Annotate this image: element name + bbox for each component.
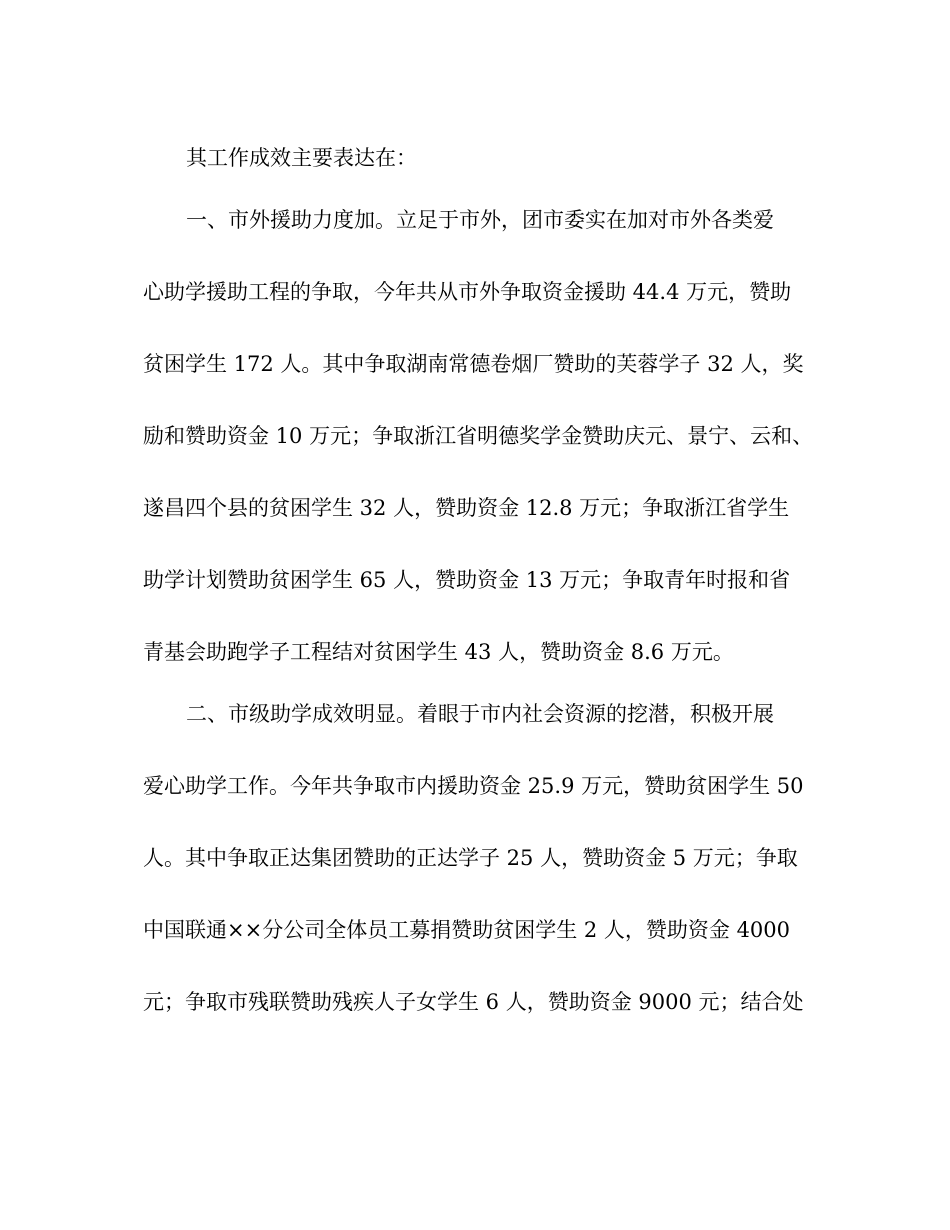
text-line: 遂昌四个县的贫困学生 32 人，赞助资金 12.8 万元；争取浙江省学生 — [143, 496, 790, 520]
text-line: 其工作成效主要表达在： — [186, 146, 417, 170]
text-line: 贫困学生 172 人。其中争取湖南常德卷烟厂赞助的芙蓉学子 32 人，奖 — [143, 352, 804, 376]
text-line: 爱心助学工作。今年共争取市内援助资金 25.9 万元，赞助贫困学生 50 — [143, 774, 804, 798]
text-line: 助学计划赞助贫困学生 65 人，赞助资金 13 万元；争取青年时报和省 — [143, 568, 791, 592]
text-line: 二、市级助学成效明显。着眼于市内社会资源的挖潜，积极开展 — [186, 702, 774, 726]
text-line: 一、市外援助力度加。立足于市外，团市委实在加对市外各类爱 — [186, 208, 774, 232]
text-line: 中国联通××分公司全体员工募捐赞助贫困学生 2 人，赞助资金 4000 — [143, 918, 791, 942]
text-line: 心助学援助工程的争取，今年共从市外争取资金援助 44.4 万元，赞助 — [143, 280, 792, 304]
text-line: 励和赞助资金 10 万元；争取浙江省明德奖学金赞助庆元、景宁、云和、 — [143, 424, 814, 448]
text-line: 元；争取市残联赞助残疾人子女学生 6 人，赞助资金 9000 元；结合处 — [143, 990, 804, 1014]
text-line: 青基会助跑学子工程结对贫困学生 43 人，赞助资金 8.6 万元。 — [143, 640, 734, 664]
text-line: 人。其中争取正达集团赞助的正达学子 25 人，赞助资金 5 万元；争取 — [143, 846, 798, 870]
